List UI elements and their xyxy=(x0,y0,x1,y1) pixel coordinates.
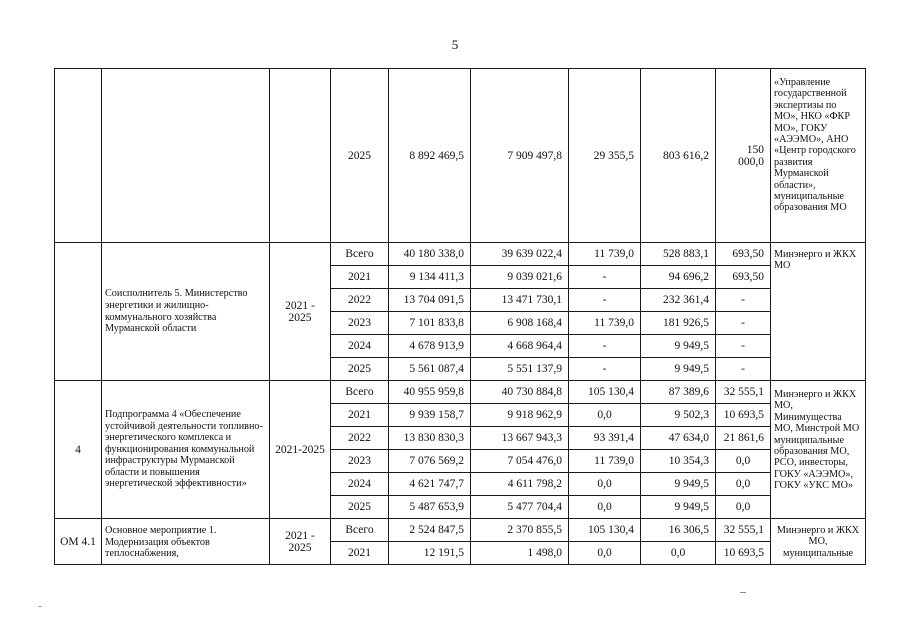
other-sources-cell: 32 555,1 xyxy=(716,519,771,542)
federal-budget-cell: 11 739,0 xyxy=(569,243,641,266)
total-cell: 9 134 411,3 xyxy=(389,266,471,289)
regional-budget-cell: 5 551 137,9 xyxy=(471,358,569,381)
regional-budget-cell: 5 477 704,4 xyxy=(471,496,569,519)
local-budget-cell: 9 949,5 xyxy=(641,358,716,381)
row-number-cell xyxy=(55,69,102,243)
regional-budget-cell: 13 667 943,3 xyxy=(471,427,569,450)
total-cell: 5 561 087,4 xyxy=(389,358,471,381)
regional-budget-cell: 9 039 021,6 xyxy=(471,266,569,289)
row-name-cell: Соисполнитель 5. Министерство энергетики и жилищно-коммунального хозяйства Мурманской области xyxy=(102,243,270,381)
year-cell: Всего xyxy=(331,243,389,266)
federal-budget-cell: 0,0 xyxy=(569,404,641,427)
other-sources-cell: 21 861,6 xyxy=(716,427,771,450)
executors-cell: «Управление государственной экспертизы по МО», НКО «ФКР МО», ГОКУ «АЭЭМО», АНО «Центр городского развития Мурманской области», муниципальные образования МО xyxy=(771,69,866,243)
regional-budget-cell: 2 370 855,5 xyxy=(471,519,569,542)
local-budget-cell: 181 926,5 xyxy=(641,312,716,335)
table-row xyxy=(55,519,866,542)
total-cell: 12 191,5 xyxy=(389,542,471,565)
page-number: 5 xyxy=(451,37,459,52)
regional-budget-cell: 1 498,0 xyxy=(471,542,569,565)
budget-table xyxy=(54,68,866,565)
year-cell: 2025 xyxy=(331,496,389,519)
table-row xyxy=(55,243,866,266)
scan-artifact xyxy=(38,606,42,607)
row-period-cell: 2021 - 2025 xyxy=(270,519,331,565)
row-name-cell: Основное мероприятие 1. Модернизация объектов теплоснабжения, xyxy=(102,519,270,565)
year-cell: 2021 xyxy=(331,404,389,427)
year-cell: Всего xyxy=(331,519,389,542)
regional-budget-cell: 7 909 497,8 xyxy=(471,69,569,243)
total-cell: 7 101 833,8 xyxy=(389,312,471,335)
federal-budget-cell: 11 739,0 xyxy=(569,450,641,473)
local-budget-cell: 803 616,2 xyxy=(641,69,716,243)
regional-budget-cell: 7 054 476,0 xyxy=(471,450,569,473)
federal-budget-cell: - xyxy=(569,335,641,358)
local-budget-cell: 94 696,2 xyxy=(641,266,716,289)
local-budget-cell: 9 502,3 xyxy=(641,404,716,427)
year-cell: 2024 xyxy=(331,473,389,496)
other-sources-cell: 0,0 xyxy=(716,450,771,473)
federal-budget-cell: 93 391,4 xyxy=(569,427,641,450)
regional-budget-cell: 9 918 962,9 xyxy=(471,404,569,427)
total-cell: 9 939 158,7 xyxy=(389,404,471,427)
year-cell: 2025 xyxy=(331,69,389,243)
regional-budget-cell: 39 639 022,4 xyxy=(471,243,569,266)
other-sources-cell: 10 693,5 xyxy=(716,404,771,427)
regional-budget-cell: 40 730 884,8 xyxy=(471,381,569,404)
executors-cell: Минэнерго и ЖКХ МО, муниципальные xyxy=(771,519,866,565)
total-cell: 13 704 091,5 xyxy=(389,289,471,312)
local-budget-cell: 47 634,0 xyxy=(641,427,716,450)
row-number-cell: 4 xyxy=(55,381,102,519)
federal-budget-cell: 0,0 xyxy=(569,473,641,496)
executors-cell: Минэнерго и ЖКХ МО, Минимущества МО, Минстрой МО муниципальные образования МО, РСО, инвесторы, ГОКУ «АЭЭМО», ГОКУ «УКС МО» xyxy=(771,381,866,519)
row-name-cell xyxy=(102,69,270,243)
row-period-cell xyxy=(270,69,331,243)
federal-budget-cell: 11 739,0 xyxy=(569,312,641,335)
year-cell: 2021 xyxy=(331,266,389,289)
local-budget-cell: 9 949,5 xyxy=(641,335,716,358)
scan-artifact xyxy=(740,592,746,593)
total-cell: 2 524 847,5 xyxy=(389,519,471,542)
total-cell: 40 955 959,8 xyxy=(389,381,471,404)
year-cell: 2022 xyxy=(331,289,389,312)
local-budget-cell: 10 354,3 xyxy=(641,450,716,473)
regional-budget-cell: 6 908 168,4 xyxy=(471,312,569,335)
other-sources-cell: 693,50 xyxy=(716,243,771,266)
federal-budget-cell: 29 355,5 xyxy=(569,69,641,243)
year-cell: 2022 xyxy=(331,427,389,450)
other-sources-cell: - xyxy=(716,358,771,381)
total-cell: 40 180 338,0 xyxy=(389,243,471,266)
regional-budget-cell: 13 471 730,1 xyxy=(471,289,569,312)
table-row xyxy=(55,381,866,404)
year-cell: 2025 xyxy=(331,358,389,381)
federal-budget-cell: - xyxy=(569,289,641,312)
local-budget-cell: 528 883,1 xyxy=(641,243,716,266)
federal-budget-cell: - xyxy=(569,266,641,289)
federal-budget-cell: 0,0 xyxy=(569,542,641,565)
total-cell: 13 830 830,3 xyxy=(389,427,471,450)
year-cell: Всего xyxy=(331,381,389,404)
federal-budget-cell: 0,0 xyxy=(569,496,641,519)
other-sources-cell: 32 555,1 xyxy=(716,381,771,404)
other-sources-cell: 0,0 xyxy=(716,473,771,496)
regional-budget-cell: 4 611 798,2 xyxy=(471,473,569,496)
other-sources-cell: 10 693,5 xyxy=(716,542,771,565)
federal-budget-cell: 105 130,4 xyxy=(569,519,641,542)
total-cell: 5 487 653,9 xyxy=(389,496,471,519)
other-sources-cell: - xyxy=(716,289,771,312)
other-sources-cell: - xyxy=(716,335,771,358)
local-budget-cell: 87 389,6 xyxy=(641,381,716,404)
total-cell: 4 678 913,9 xyxy=(389,335,471,358)
executors-cell: Минэнерго и ЖКХ МО xyxy=(771,243,866,381)
local-budget-cell: 16 306,5 xyxy=(641,519,716,542)
other-sources-cell: - xyxy=(716,312,771,335)
year-cell: 2021 xyxy=(331,542,389,565)
row-period-cell: 2021-2025 xyxy=(270,381,331,519)
total-cell: 4 621 747,7 xyxy=(389,473,471,496)
other-sources-cell: 693,50 xyxy=(716,266,771,289)
local-budget-cell: 0,0 xyxy=(641,542,716,565)
scan-top-mark xyxy=(444,0,484,3)
row-number-cell xyxy=(55,243,102,381)
table-row xyxy=(55,69,866,243)
year-cell: 2023 xyxy=(331,450,389,473)
local-budget-cell: 9 949,5 xyxy=(641,473,716,496)
total-cell: 8 892 469,5 xyxy=(389,69,471,243)
total-cell: 7 076 569,2 xyxy=(389,450,471,473)
year-cell: 2024 xyxy=(331,335,389,358)
local-budget-cell: 9 949,5 xyxy=(641,496,716,519)
row-name-cell: Подпрограмма 4 «Обеспечение устойчивой деятельности топливно-энергетического комплекса и функционирования коммунальной инфраструктуры Мурманской области и повышения энергетической эффективности» xyxy=(102,381,270,519)
year-cell: 2023 xyxy=(331,312,389,335)
other-sources-cell: 0,0 xyxy=(716,496,771,519)
federal-budget-cell: - xyxy=(569,358,641,381)
row-number-cell: ОМ 4.1 xyxy=(55,519,102,565)
row-period-cell: 2021 - 2025 xyxy=(270,243,331,381)
federal-budget-cell: 105 130,4 xyxy=(569,381,641,404)
other-sources-cell: 150 000,0 xyxy=(716,69,771,243)
regional-budget-cell: 4 668 964,4 xyxy=(471,335,569,358)
local-budget-cell: 232 361,4 xyxy=(641,289,716,312)
